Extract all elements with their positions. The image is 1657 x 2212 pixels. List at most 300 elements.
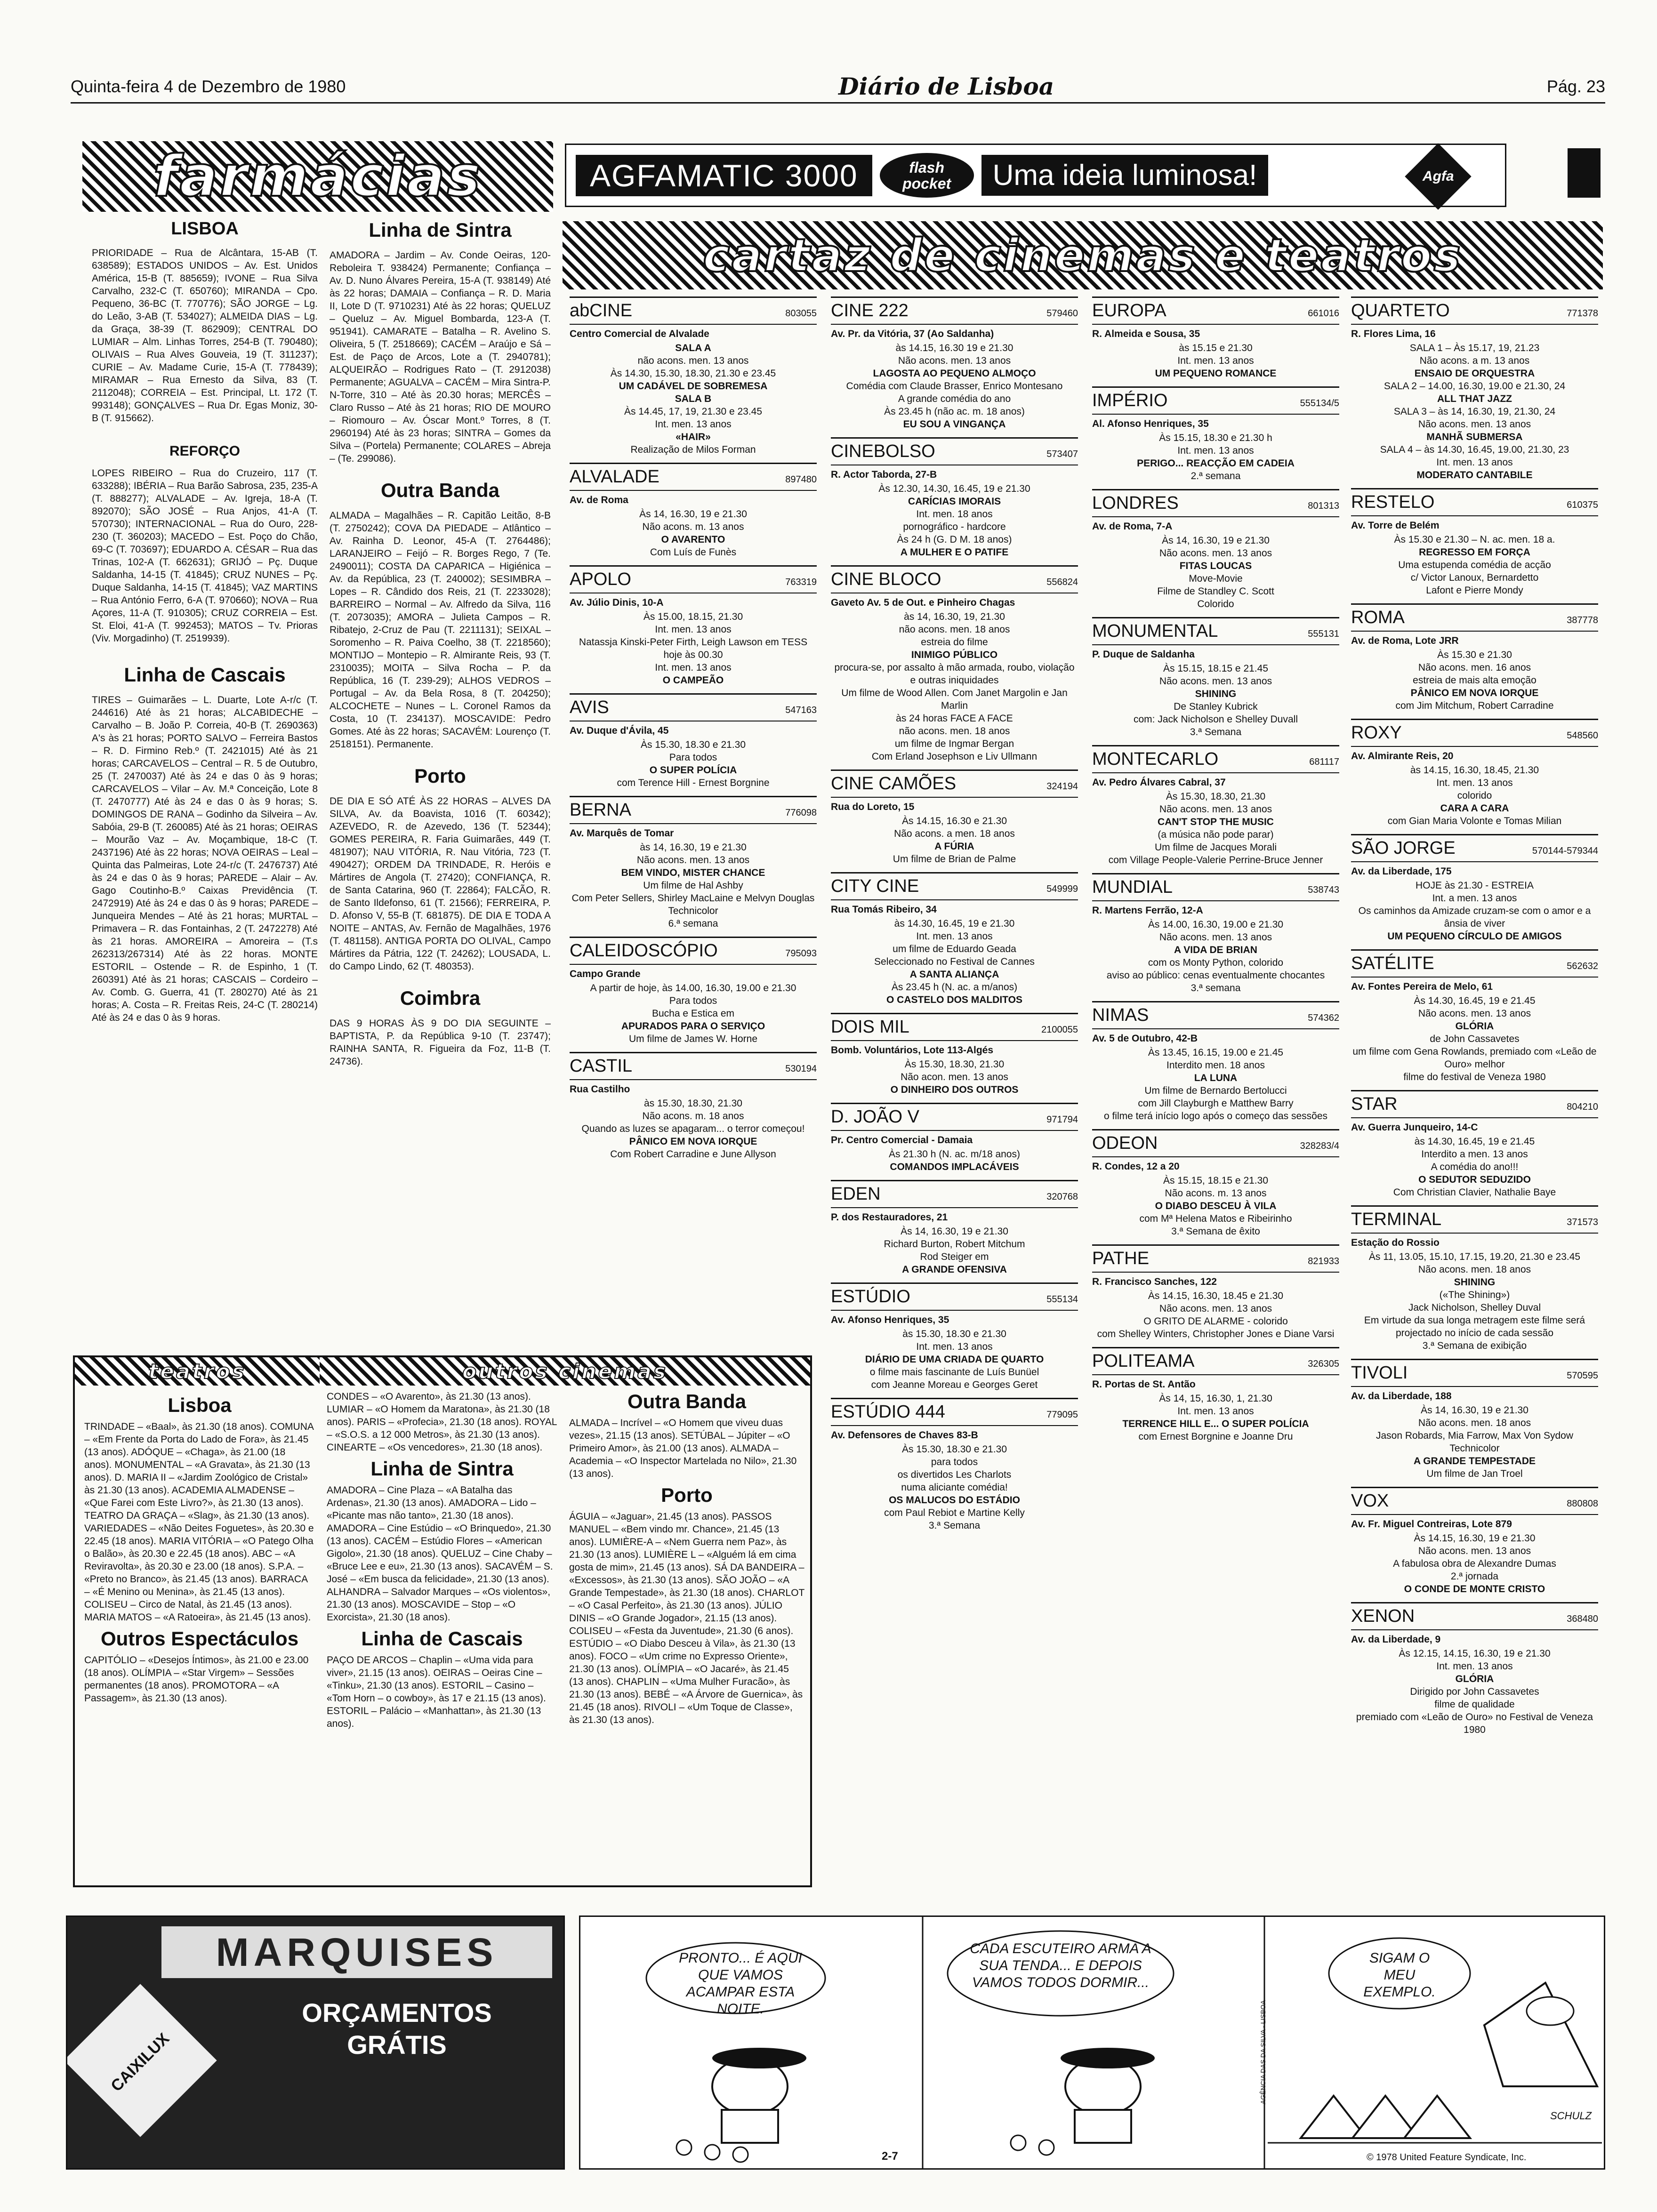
cinema-listing-line: O GRITO DE ALARME - colorido [1143, 1316, 1288, 1327]
cinema-listing-line: Não acons. men. 13 anos [1159, 676, 1272, 687]
cinema-name: EUROPA [1092, 301, 1166, 321]
cinema-address: Av. de Roma, 7-A [1092, 521, 1173, 532]
cinema-listing-line: MODERATO CANTABILE [1416, 470, 1533, 481]
cinema-listing-line: Às 14.15, 16.30 e 21.30 [901, 816, 1007, 826]
outra-banda-list: ALMADA – Magalhães – R. Capitão Leitão, 8-B (T. 2750242); COVA DA PIEDADE – Atlântico – Av. Rainha D. Leonor, 45-A (T. 2764486); LARANJEIRO – Feijó – R. Borges Rego, 7 (Te. 2490011); COSTA DA CAPARICA – Higiénica – Av. da República, 23 (T. 240002); SESIMBRA – Lopes – R. Cândido dos Reis, 21 (T. 2233028); BARREIRO – Normal – Av. Alfredo da Silva, 116 (T. 2073035); AMORA – Julieta Campos – R. Ribatejo, 2-Cruz de Pau (T. 2211131); SEIXAL – Soromenho – R. Paiva Coelho, 38 (T. 2218560); MONTIJO – Montepio – R. Almirante Reis, 93 (T. 2310035); MOITA – Silva Rocha – P. da República, 16 (T. 239-29); ALHOS VEDROS – Portugal – Av. da Bela Rosa, 8 (T. 204250); ALCOCHETE – Nunes – L. Coronel Ramos da Costa, 10 (T. 234137). MOSCAVIDE: Pedro Gomes. Até às 22 horas; SACAVÉM: Lourenço (T. 2518151). Permanente. [330, 510, 551, 750]
cinema-phone: 530194 [785, 1064, 817, 1074]
cinema-listing-line: premiado com «Leão de Ouro» no Festival de Veneza 1980 [1356, 1712, 1593, 1735]
cinema-listing-line: Um filme de Wood Allen. Com Janet Margolin e Jan Marlin [841, 688, 1068, 711]
cinema-listing-line: GLÓRIA [1455, 1021, 1494, 1032]
cinema-phone: 610375 [1567, 500, 1598, 510]
cinema-listing-line: Int. men. 13 anos [1177, 1406, 1254, 1417]
cinema-listing-line: Não acons. men. 13 anos [1159, 932, 1272, 943]
cinema-listing-line: Com Robert Carradine e June Allyson [610, 1149, 776, 1160]
cinema-listing-line: PÂNICO EM NOVA IORQUE [629, 1136, 757, 1147]
agfa-logo-text: Agfa [1422, 168, 1454, 184]
cinema-listing-line: c/ Victor Lanoux, Bernardetto [1410, 572, 1539, 583]
cinema-listing-line: O DIABO DESCEU À VILA [1155, 1201, 1277, 1211]
cinema-name: IMPÉRIO [1092, 391, 1168, 410]
cinema-listing-line: GLÓRIA [1455, 1674, 1494, 1684]
cinema-listing-line: INIMIGO PÚBLICO [911, 649, 998, 660]
cinema-card-header [570, 697, 817, 721]
porto-list: DE DIA E SÓ ATÉ ÀS 22 HORAS – ALVES DA SILVA, Av. da Boavista, 1016 (T. 60342); AZEVEDO, R. de Azevedo, 136 (T. 52344); GOMES PEREIRA, R. Faria Guimarães, 449 (T. 481907); NAU VITÓRIA, R. Nau Vitória, 723 (T. 490427); ORDEM DA TRINDADE, R. Heróis e Mártires de Angola (T. 27420); CONFIANÇA, R. de Santa Catarina, 960 (T. 22864); FALCÃO, R. de Santo Ildefonso, 61 (T. 21566); FERREIRA, P. D. Afonso V, 55-B (T. 681875). DE DIA E TODA A NOITE – ANTAS, Av. Fernão de Magalhães, 1976 (T. 481158). ANTIGA PORTA DO OLIVAL, Campo Mártires da Pátria, 122 (T. 24262); LOUSADA, L. do Campo Lindo, 62 (T. 480353). [330, 796, 551, 972]
cinema-card [831, 1013, 1078, 1096]
cinema-name: ALVALADE [570, 467, 660, 487]
cinema-listing-line: Richard Burton, Robert Mitchum [884, 1239, 1025, 1250]
cinema-listing-line: Às 15.15, 18.15 e 21.30 [1163, 1175, 1268, 1186]
cinema-listing-line: às 14, 16.30, 19 e 21.30 [640, 842, 747, 853]
cinema-card [1351, 1205, 1598, 1352]
cinema-listing-line: um filme de Eduardo Geada [893, 944, 1016, 954]
cinema-listing-line: Int. men. 13 anos [655, 419, 732, 430]
cinema-listing-line: O CONDE DE MONTE CRISTO [1404, 1584, 1545, 1595]
cinema-phone: 387778 [1567, 615, 1598, 625]
cinema-address: Av. Torre de Belém [1351, 520, 1440, 531]
cinema-address: R. Martens Ferrão, 12-A [1092, 905, 1203, 916]
cinema-address: Pr. Centro Comercial - Damaia [831, 1135, 973, 1146]
outros-sintra-list: AMADORA – Cine Plaza – «A Batalha das Ardenas», 21.30 (13 anos). AMADORA – Lido – «Picante mas não tanto», 21.30 (18 anos). AMADORA – Cine Estúdio – «O Brinquedo», 21.30 (13 anos). CACÉM – Estúdio Flores – «American Gigolo», 21.30 (18 anos). QUELUZ – Cine Chaby – «Bruce Lee e eu», 21.30 (13 anos). SACAVÉM – S. José – «Em busca da felicidade», 21.30 (13 anos). ALHANDRA – Salvador Marques – «Os violentos», 21.30 (13 anos). MOSCAVIDE – Stop – «O Exorcista», 21.30 (18 anos). [327, 1485, 553, 1623]
cinema-listing-line: com: Jack Nicholson e Shelley Duvall [1134, 714, 1298, 725]
comic-side-credit: AGÊNCIA DAS DA SILVA - LISBOA [1259, 2000, 1267, 2104]
cinema-address: Av. Júlio Dinis, 10-A [570, 597, 664, 608]
cinema-listing-line: 3.ª Semana de exibição [1422, 1340, 1527, 1351]
lisboa-list: PRIORIDADE – Rua de Alcântara, 15-AB (T. 638589); ESTADOS UNIDOS – Av. Est. Unidos América, 15-B (T. 885659); IVONE – Rua Silva Carvalho, 232-C (T. 650760); MIRANDA – Cpo. Pequeno, 36-BC (T. 770776); SÃO JORGE – Lg. do Leão, 3-AB (T. 534027); ALMEIDA DIAS – Lg. da Graça, 38-39 (T. 862909); CENTRAL DO LUMIAR – Alm. Linhas Torres, 254-B (T. 790480); OLIVAIS – Rua Alves Gouveia, 19 (T. 311237); CURIE – Av. Madame Curie, 15-A (T. 778439); MIRAMAR – Rua Ernesto da Silva, 83 (T. 2112048); CORREIA – Est. Principal, Lt. 172 (T. 993148); GONÇALVES – Rua Dr. Egas Moniz, 30-B (T. 915662). [92, 248, 318, 424]
cinema-card-header [1351, 723, 1598, 747]
teatros-col-2 [327, 1390, 557, 1882]
cinema-listing-line: Não acons. men. 18 anos [1418, 1264, 1531, 1275]
cinema-phone: 368480 [1567, 1614, 1598, 1624]
cinema-card-header [1092, 749, 1339, 773]
cinema-name: DOIS MIL [831, 1017, 909, 1037]
cinema-listing-line: Int. men. 13 anos [916, 931, 993, 942]
cinema-name: POLITEAMA [1092, 1351, 1195, 1371]
cinema-address: P. dos Restauradores, 21 [831, 1212, 948, 1223]
cinema-card [831, 1282, 1078, 1391]
cinema-listing-line: Às 15.30, 18.30 e 21.30 [640, 739, 746, 750]
cinema-listing-line: CARA A CARA [1440, 803, 1509, 814]
cinema-phone: 570144-579344 [1532, 846, 1598, 856]
cinema-card-header [1351, 1363, 1598, 1387]
cinema-address: R. Flores Lima, 16 [1351, 329, 1436, 339]
cinema-address: Av. da Liberdade, 175 [1351, 866, 1452, 877]
cinema-card-header [1092, 493, 1339, 517]
cinema-listing-line: Com Luís de Funès [650, 547, 737, 558]
cinema-listing-line: PERIGO... REACÇÃO EM CADEIA [1137, 458, 1295, 469]
cinema-listing-line: Um filme de Brian de Palme [893, 854, 1016, 865]
cinema-listing-line: com Jim Mitchum, Robert Carradine [1395, 700, 1554, 711]
farmacias-banner [82, 141, 553, 212]
cinema-card-header [831, 301, 1078, 325]
cinema-listing-line: Technicolor [668, 906, 718, 916]
cinema-name: APOLO [570, 569, 631, 589]
cinema-card-header [1092, 301, 1339, 325]
lisboa-title: LISBOA [171, 219, 239, 239]
cinema-phone: 803055 [785, 308, 817, 319]
cinema-listing-line: com Gian Maria Volonte e Tomas Milian [1387, 816, 1562, 826]
cinema-card-header [1351, 1210, 1598, 1234]
cinema-listing-line: Não acons. men. 13 anos [1159, 548, 1272, 559]
outros-cascais-list: PAÇO DE ARCOS – Chaplin – «Uma vida para viver», 21.15 (13 anos). OEIRAS – Oeiras Cine – «Tinku», 21.30 (13 anos). ESTORIL – Casino – «Tom Horn – o cowboy», às 17 e 21.15 (13 anos). ESTORIL – Palácio – «Manhattan», às 21.30 (13 anos). [327, 1655, 546, 1729]
cinema-card-header [1351, 1094, 1598, 1118]
cinema-card-header [1092, 1351, 1339, 1375]
cinema-listing-line: Move-Movie [1189, 573, 1243, 584]
cinema-phone: 897480 [785, 474, 817, 485]
cinema-name: MUNDIAL [1092, 877, 1173, 897]
cinema-listing-line: Não acons. men. 13 anos [1418, 419, 1531, 430]
cinema-address: Av. Marquês de Tomar [570, 828, 674, 839]
cinema-listing-line: Às 14.45, 17, 19, 21.30 e 23.45 [624, 406, 763, 417]
cinema-listing-line: Às 12.15, 14.15, 16.30, 19 e 21.30 [1399, 1648, 1551, 1659]
cinema-listing-line: Um filme de Bernardo Bertolucci [1144, 1085, 1287, 1096]
cinema-name: RESTELO [1351, 492, 1435, 512]
black-block [1568, 148, 1601, 198]
teatros-lisboa-list: TRINDADE – «Baal», às 21.30 (18 anos). COMUNA – «Em Frente da Porta do Lado de Fora», às 21.45 (13 anos). ADÓQUE – «Chaga», às 21.00 (18 anos). MONUMENTAL – «A Gravata», às 21.30 (13 anos). D. MARIA II – «Jardim Zoológico de Cristal» às 21.30 (13 anos). ACADEMIA ALMADENSE – «Que Farei com Este Livro?», às 21.30 (13 anos). TEATRO DA GRAÇA – «Slag», às 21.30 (13 anos). VARIEDADES – «Não Deites Foguetes», às 20.30 e 22.45 (18 anos). MARIA VITÓRIA – «O Patego Olha o Balão», às 20.30 e 22.45 (18 anos). ABC – «A Reviravolta», às 20.30 e 23.00 (18 anos). S.P.A. – «Preto no Branco», às 21.45 (13 anos). BARRACA – «É Menino ou Menina», às 21.45 (13 anos). COLISEU – Circo de Natal, às 21.45 (13 anos). MARIA MATOS – «A Ratoeira», às 21.45 (13 anos). [84, 1421, 314, 1623]
cinema-phone: 549999 [1046, 884, 1078, 894]
ad-pill-line2: pocket [902, 175, 951, 192]
cinema-listing-line: A SANTA ALIANÇA [909, 969, 999, 980]
cinema-address: Al. Afonso Henriques, 35 [1092, 418, 1209, 429]
cinema-listing-line: Às 23.45 h (não ac. m. 18 anos) [884, 406, 1025, 417]
cinema-listing-line: Realização de Milos Forman [630, 444, 756, 455]
comic-credit: © 1978 United Feature Syndicate, Inc. [1367, 2152, 1527, 2163]
teatros-lisboa-title: Lisboa [168, 1394, 232, 1416]
coimbra-title: Coimbra [400, 987, 481, 1009]
cinema-listing-line: filme do festival de Veneza 1980 [1403, 1072, 1546, 1082]
farmacias-col-left [92, 219, 318, 1344]
cinema-address: Av. de Roma [570, 495, 628, 505]
cinema-card [1351, 834, 1598, 943]
cinema-listing-line: Não acons. men. 13 anos [636, 855, 750, 866]
cinema-listing-line: com Jeanne Moreau e Georges Geret [871, 1379, 1038, 1390]
cinema-listing-line: Colorido [1197, 599, 1234, 609]
cinema-listing-line: Às 13.45, 16.15, 19.00 e 21.45 [1148, 1047, 1284, 1058]
cinema-listing-line: BEM VINDO, MISTER CHANCE [621, 867, 765, 878]
cinema-name: CALEIDOSCÓPIO [570, 941, 718, 961]
cinema-card [831, 1398, 1078, 1532]
cinema-listing-line: CAN'T STOP THE MUSIC [1158, 817, 1274, 827]
cinema-listing-line: EU SOU A VINGANÇA [903, 419, 1006, 430]
cinema-listing-line: O CAMPEÃO [662, 675, 724, 686]
cinema-listing-line: Não acon. men. 13 anos [901, 1072, 1008, 1082]
cinema-listing-line: Em virtude da sua longa metragem este filme será projectado no início de cada sessão [1364, 1315, 1585, 1338]
cinema-address: Gaveto Av. 5 de Out. e Pinheiro Chagas [831, 597, 1015, 608]
cinema-listing-line: Às 15.30 e 21.30 [1437, 649, 1512, 660]
cinema-listing-line: às 15.30, 18.30 e 21.30 [902, 1329, 1006, 1339]
cinema-address: Rua Tomás Ribeiro, 34 [831, 904, 937, 915]
cinema-card-header [1351, 1606, 1598, 1630]
cinema-listing-line: Int. men. 13 anos [655, 624, 732, 635]
cinema-listing-line: 2.ª jornada [1450, 1571, 1499, 1582]
cinema-listing-line: pornográfico - hardcore [903, 521, 1006, 532]
cinema-name: LONDRES [1092, 493, 1179, 513]
cinema-listing-line: Int. men. 13 anos [655, 662, 732, 673]
cinema-listing-line: APURADOS PARA O SERVIÇO [621, 1021, 765, 1032]
cinema-name: TERMINAL [1351, 1210, 1442, 1229]
cinema-card-header [1092, 1249, 1339, 1273]
cinema-card [831, 565, 1078, 763]
cinema-listing-line: Não acons. m. 13 anos [642, 521, 744, 532]
cinema-name: NIMAS [1092, 1005, 1149, 1025]
cinema-card-header [831, 774, 1078, 798]
caixilux-text: CAIXILUX [107, 2029, 173, 2095]
cinema-listing-line: O SUPER POLÍCIA [649, 765, 737, 776]
cinema-card [570, 1052, 817, 1161]
cinema-listing-line: Filme de Standley C. Scott [1157, 586, 1274, 597]
cinema-listing-line: Não acons. men. 13 anos [1159, 804, 1272, 815]
cinema-listing-line: às 15.15 e 21.30 [1179, 343, 1253, 353]
cinema-listing-line: SALA 4 – às 14.30, 16.45, 19.00, 21.30, 23 [1380, 444, 1569, 455]
cinema-listing-line: Int. men. 13 anos [916, 1341, 993, 1352]
cinema-card [1092, 489, 1339, 610]
cinema-name: D. JOÃO V [831, 1107, 919, 1127]
cinema-card [831, 297, 1078, 431]
cinema-listing-line: filme de qualidade [1434, 1699, 1515, 1710]
comic-panel1-text: PRONTO... É AQUI QUE VAMOS ACAMPAR ESTA NOITE. [679, 1950, 802, 2017]
cinema-card [831, 1103, 1078, 1173]
cinema-phone: 548560 [1567, 730, 1598, 741]
cinema-address: Av. da Liberdade, 9 [1351, 1634, 1441, 1645]
cinema-listing-line: Bucha e Estica em [652, 1008, 735, 1019]
cinema-listing-line: com Village People-Valerie Perrine-Bruce Jenner [1108, 855, 1323, 866]
cinema-card [831, 769, 1078, 866]
cinema-listing-line: Dirigido por John Cassavetes [1410, 1686, 1539, 1697]
cinema-phone: 661016 [1308, 308, 1339, 319]
ad-pill-line1: flash [909, 159, 944, 176]
cinema-listing-line: um filme de Ingmar Bergan [894, 738, 1014, 749]
teatros-banner-text: teatros [148, 1359, 246, 1384]
cinema-listing-line: Natassja Kinski-Peter Firth, Leigh Lawson em TESS [579, 637, 808, 648]
cinema-name: ESTÚDIO 444 [831, 1402, 945, 1422]
cinema-listing-line: O DINHEIRO DOS OUTROS [890, 1084, 1019, 1095]
cinema-listing-line: Não acons. m. 13 anos [1165, 1188, 1267, 1199]
cinema-listing-line: Jack Nicholson, Shelley Duval [1408, 1302, 1541, 1313]
outros-ob-title: Outra Banda [627, 1390, 747, 1412]
outros-sintra-title: Linha de Sintra [370, 1458, 514, 1480]
reforco-title: REFORÇO [169, 443, 240, 459]
cinema-listing-line: Rod Steiger em [920, 1251, 989, 1262]
cinema-listing-line: Quando as luzes se apagaram... o terror começou! [581, 1123, 805, 1134]
cinema-listing-line: Às 15.00, 18.15, 21.30 [643, 611, 743, 622]
cinema-column-3 [1092, 297, 1339, 1450]
cinema-listing-line: OS MALUCOS DO ESTÁDIO [889, 1495, 1020, 1506]
cinema-listing-line: às 14.30, 16.45, 19 e 21.30 [894, 918, 1015, 929]
cinema-listing-line: LAGOSTA AO PEQUENO ALMOÇO [873, 368, 1036, 379]
cinema-listing-line: às 14, 16.30, 19, 21.30 [904, 611, 1005, 622]
cinema-card-header [570, 1056, 817, 1080]
cinema-phone: 371573 [1567, 1217, 1598, 1227]
cinema-card-header [831, 1287, 1078, 1311]
cinema-listing-line: A FÚRIA [934, 841, 974, 852]
cinema-listing-line: colorido [1457, 790, 1492, 801]
teatros-box [73, 1355, 812, 1887]
cinema-listing-line: A grande comédia do ano [898, 393, 1011, 404]
cinema-listing-line: Às 14.30, 15.30, 18.30, 21.30 e 23.45 [610, 368, 776, 379]
cinema-listing-line: 3.ª Semana [1190, 727, 1242, 737]
cinema-listing-line: Não acons. men. 13 anos [1418, 1008, 1531, 1019]
cinema-card [1351, 603, 1598, 712]
cinema-listing-line: Uma estupenda comédia de acção [1398, 560, 1551, 570]
marquises-title: MARQUISES [161, 1926, 552, 1978]
cinema-listing-line: Não acons. men. 13 anos [1418, 1546, 1531, 1556]
cinema-phone: 776098 [785, 808, 817, 818]
cinema-phone: 880808 [1567, 1499, 1598, 1509]
cinema-listing-line: A MULHER E O PATIFE [900, 547, 1009, 558]
teatros-banner [75, 1357, 320, 1386]
cinema-address: P. Duque de Saldanha [1092, 649, 1195, 660]
cinema-card-header [1351, 301, 1598, 325]
cinema-address: Av. de Roma, Lote JRR [1351, 635, 1459, 646]
outros-ob-list: ALMADA – Incrível – «O Homem que viveu duas vezes», 21.15 (13 anos). SETÚBAL – Júpiter – «O Primeiro Amor», às 21.00 (13 anos). ALMADA – Academia – «O Inspector Martelada no Nilo», 21.30 (13 anos). [569, 1418, 797, 1479]
cinema-listing-line: Às 15.30 e 21.30 – N. ac. men. 18 a. [1394, 534, 1555, 545]
cinema-card-header [831, 1107, 1078, 1131]
cinema-address: R. Almeida e Sousa, 35 [1092, 329, 1200, 339]
outros-cinemas-banner [320, 1357, 810, 1386]
cinema-listing-line: hoje às 00.30 [663, 649, 723, 660]
cinema-phone: 562632 [1567, 961, 1598, 971]
cinema-address: Bomb. Voluntários, Lote 113-Algés [831, 1045, 994, 1056]
outros-cinemas-banner-text: outros cinemas [462, 1359, 668, 1384]
cinema-phone: 547163 [785, 705, 817, 715]
cinema-phone: 971794 [1046, 1114, 1078, 1125]
cinema-listing-line: Não acons. a men. 18 anos [894, 828, 1015, 839]
cinema-phone: 556824 [1046, 577, 1078, 587]
cinema-listing-line: TERRENCE HILL E... O SUPER POLÍCIA [1122, 1419, 1309, 1429]
cinema-listing-line: com Terence Hill - Ernest Borgnine [617, 777, 770, 788]
cinema-name: TIVOLI [1351, 1363, 1408, 1383]
outra-banda-title: Outra Banda [380, 479, 500, 501]
cinema-listing-line: com os Monty Python, colorido [1148, 957, 1284, 968]
cinema-phone: 763319 [785, 577, 817, 587]
cinema-name: abCINE [570, 301, 633, 321]
cinema-card [1092, 297, 1339, 380]
cinema-card-header [831, 569, 1078, 593]
cinema-address: Rua Castilho [570, 1084, 630, 1095]
cinema-card-header [831, 441, 1078, 465]
cinema-address: R. Condes, 12 a 20 [1092, 1161, 1180, 1172]
cinema-listing-line: procura-se, por assalto à mão armada, roubo, violação e outras iniquidades [834, 662, 1075, 686]
cinema-listing-line: FITAS LOUCAS [1179, 561, 1252, 571]
cinema-name: CASTIL [570, 1056, 633, 1076]
cinema-name: CINE CAMÕES [831, 774, 957, 793]
cinema-name: ROMA [1351, 608, 1405, 627]
cinema-listing-line: HOJE às 21.30 - ESTREIA [1416, 880, 1534, 891]
cinema-listing-line: com Mª Helena Matos e Ribeirinho [1139, 1213, 1292, 1224]
cinema-listing-line: o filme mais fascinante de Luís Bunüel [869, 1367, 1039, 1378]
sintra-title: Linha de Sintra [369, 219, 512, 241]
cinema-listing-line: para todos [931, 1457, 978, 1467]
cinema-listing-line: SALA 2 – 14.00, 16.30, 19.00 e 21.30, 24 [1384, 381, 1566, 392]
cinema-name: CINE BLOCO [831, 569, 941, 589]
ad-tagline: Uma ideia luminosa! [981, 155, 1269, 196]
cinema-card-header [831, 1017, 1078, 1041]
cinema-name: MONTECARLO [1092, 749, 1219, 769]
cinema-listing-line: com Paul Rebiot e Martine Kelly [884, 1507, 1025, 1518]
cinema-listing-line: SHINING [1195, 689, 1237, 699]
cinema-listing-line: Int. men. 13 anos [1436, 457, 1513, 468]
cinema-listing-line: Com Erland Josephson e Liv Ullmann [871, 751, 1038, 762]
cinema-listing-line: Não acons. m. 18 anos [642, 1111, 744, 1122]
cinema-listing-line: PÂNICO EM NOVA IORQUE [1410, 688, 1539, 698]
cinema-listing-line: Não acons. men. 13 anos [1159, 1303, 1272, 1314]
cinema-phone: 801313 [1308, 501, 1339, 511]
cinema-listing-line: Int. men. 13 anos [1177, 445, 1254, 456]
cinema-card [1092, 873, 1339, 994]
cascais-title: Linha de Cascais [124, 664, 286, 686]
cinema-card [1092, 1001, 1339, 1122]
cinema-listing-line: A GRANDE TEMPESTADE [1413, 1456, 1536, 1467]
cinema-listing-line: ALL THAT JAZZ [1437, 393, 1512, 404]
cinema-listing-line: Às 15.30, 18.30, 21.30 [1166, 791, 1266, 802]
cinema-name: PATHE [1092, 1249, 1150, 1268]
cinema-listing-line: A GRANDE OFENSIVA [902, 1264, 1007, 1275]
cinema-address: Av. Guerra Junqueiro, 14-C [1351, 1122, 1478, 1133]
cinema-listing-line: COMANDOS IMPLACÁVEIS [890, 1162, 1019, 1172]
cinema-listing-line: A comédia do ano!!! [1431, 1162, 1519, 1172]
cinema-listing-line: aviso ao público: cenas eventualmente chocantes [1106, 970, 1325, 981]
cinema-name: SÃO JORGE [1351, 838, 1456, 858]
cartaz-banner-text: cartaz de cinemas e teatros [703, 229, 1463, 282]
cinema-name: QUARTETO [1351, 301, 1450, 321]
cinema-card-header [1092, 1005, 1339, 1029]
cinema-name: SATÉLITE [1351, 954, 1434, 973]
cinema-listing-line: Interdito a men. 13 anos [1421, 1149, 1528, 1160]
cinema-name: CINE 222 [831, 301, 909, 321]
marquises-subtitle: ORÇAMENTOS GRÁTIS [302, 1998, 492, 2060]
cinema-address: Av. Fontes Pereira de Melo, 61 [1351, 981, 1493, 992]
cinema-card [1092, 745, 1339, 866]
cinema-listing-line: UM CADÁVEL DE SOBREMESA [619, 381, 768, 392]
cinema-listing-line: com Ernest Borgnine e Joanne Dru [1138, 1431, 1293, 1442]
cinema-name: VOX [1351, 1491, 1389, 1511]
cinema-card-header [1351, 1491, 1598, 1515]
cinema-listing-line: não acons. men. 18 anos [899, 624, 1010, 635]
cinema-listing-line: os divertidos Les Charlots [897, 1469, 1012, 1480]
cinema-card [1351, 949, 1598, 1083]
cinema-listing-line: Comédia com Claude Brasser, Enrico Montesano [846, 381, 1063, 392]
teatros-col-1 [84, 1390, 315, 1882]
cinema-card-header [1351, 608, 1598, 632]
cinema-listing-line: Int. men. 13 anos [1177, 355, 1254, 366]
ad-brand: AGFAMATIC 3000 [576, 155, 872, 196]
cinema-phone: 326305 [1308, 1359, 1339, 1369]
cinema-card [1351, 297, 1598, 481]
cinema-phone: 579460 [1046, 308, 1078, 319]
cinema-card [570, 937, 817, 1045]
cinema-listing-line: Às 11, 13.05, 15.10, 17.15, 19.20, 21.30 e 23.45 [1368, 1251, 1581, 1262]
cinema-card [1351, 1487, 1598, 1595]
agfa-logo [1403, 146, 1473, 207]
cinema-phone: 324194 [1046, 781, 1078, 792]
cinema-phone: 795093 [785, 948, 817, 959]
cinema-listing-line: às 24 horas FACE A FACE [896, 713, 1013, 724]
cinema-listing-line: estreia de mais alta emoção [1413, 675, 1536, 686]
comic-panel2-text: CADA ESCUTEIRO ARMA A SUA TENDA... E DEPOIS VAMOS TODOS DORMIR... [970, 1941, 1151, 1990]
sintra-list: AMADORA – Jardim – Av. Conde Oeiras, 120-Reboleira T. 938424) Permanente; Confiança – Av. D. Nuno Álvares Pereira, 15-A (T. 938149) Até às 22 horas; DAMAIA – Confiança – R. D. Maria II, Lote D (T. 9710231) Até às 22 horas; QUELUZ – Queluz – Av. Miguel Bombarda, 123-A (T. 951941). CAMARATE – Batalha – R. Avelino S. Oliveira, 5 (T. 2518669); CACÉM – Araújo e Sá – Est. de Paço de Arcos, Lote a (T. 2940781); ALQUEIRÃO – Rodrigues Rato – (T. 2912038) Permanente; AGUALVA – CACÉM – Mira Sintra-P. N-Torre, 310 – Até às 20.30 horas; MERCÊS – Claro Russo – Até às 21 horas; RIO DE MOURO – Riomouro – Av. Óscar Mont.º Torres, 8 (T. 2960194) Até às 23 horas; SINTRA – Gomes da Silva – (Portela) Permanente; COLARES – Abreja – (Te. 299086). [330, 250, 551, 464]
cinema-listing-line: A VIDA DE BRIAN [1174, 945, 1257, 955]
cinema-listing-line: Não acons. men. 18 anos [1418, 1418, 1531, 1428]
cinema-listing-line: Seleccionado no Festival de Cannes [874, 956, 1035, 967]
comic-number: 2-7 [882, 2150, 898, 2163]
cinema-card-header [1351, 838, 1598, 862]
cinema-name: CITY CINE [831, 876, 919, 896]
cinema-listing-line: Às 21.30 h (N. ac. m/18 anos) [889, 1149, 1020, 1160]
cinema-listing-line: Não acons. a m. 13 anos [1419, 355, 1530, 366]
cinema-listing-line: Às 14.15, 16.30, 19 e 21.30 [1414, 1533, 1536, 1544]
cinema-card-header [570, 301, 817, 325]
farmacias-banner-text: farmácias [153, 144, 483, 209]
cinema-listing-line: às 14.30, 16.45, 19 e 21.45 [1414, 1136, 1535, 1147]
cinema-listing-line: («The Shining») [1439, 1290, 1510, 1300]
